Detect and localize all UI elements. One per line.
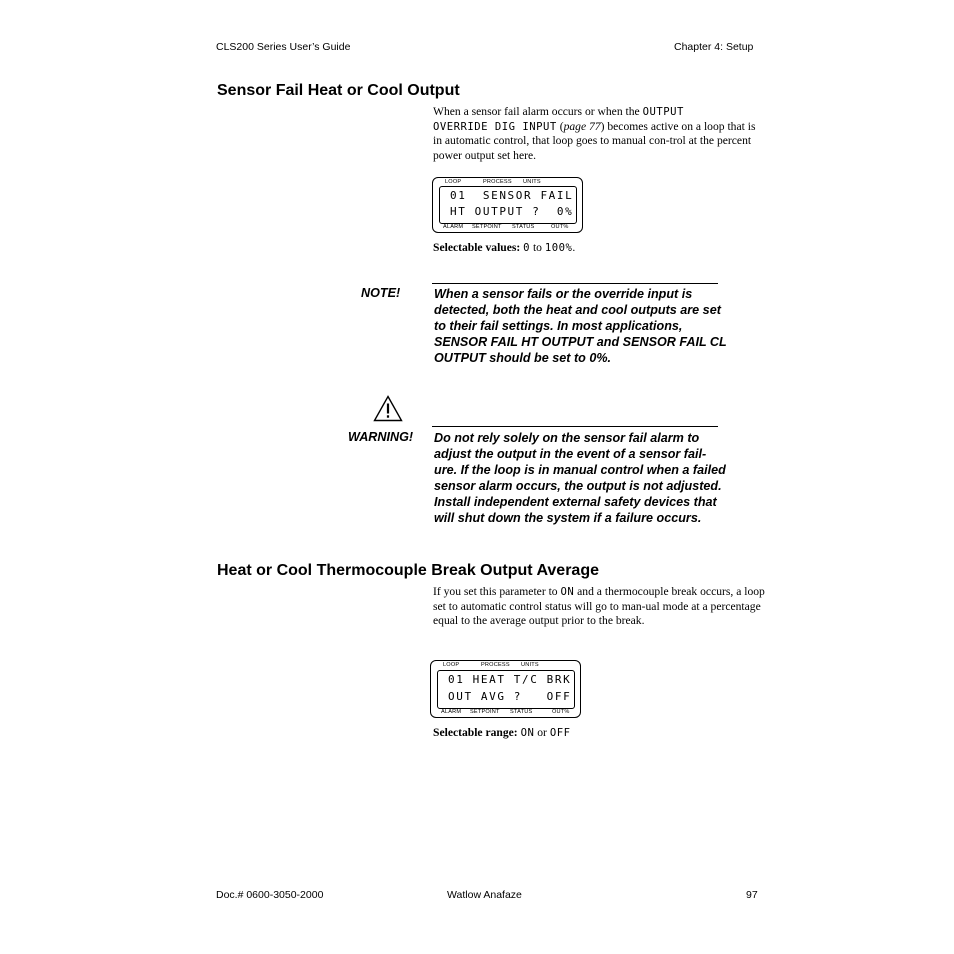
lcd-label-status: STATUS (512, 224, 535, 230)
footer-doc-number: Doc.# 0600-3050-2000 (216, 889, 324, 901)
running-header-title: CLS200 Series User’s Guide (216, 41, 351, 53)
lcd-label-alarm: ALARM (443, 224, 464, 230)
lcd-label-status: STATUS (510, 709, 533, 715)
lcd-label-loop: LOOP (445, 179, 462, 185)
paragraph-sensor-fail (433, 105, 765, 163)
value-connector: or (534, 726, 550, 739)
paragraph-tc-break (433, 585, 765, 629)
para-text: and a thermocouple break occurs, a loop set to automatic control status will go to man-ual mode at a percentage equal to the average output prior to the break. (433, 585, 765, 628)
param-code: OUTPUT (642, 106, 684, 118)
lcd-label-setpoint: SETPOINT (470, 709, 500, 715)
selectable-label: Selectable range: (433, 726, 518, 739)
value-off: OFF (549, 727, 571, 739)
value-on: ON (520, 727, 535, 739)
param-code: ON (560, 586, 575, 598)
footer-company: Watlow Anafaze (447, 889, 522, 901)
lcd-label-units: UNITS (523, 179, 541, 185)
lcd-line-1: 01 HEAT T/C BRK (448, 673, 572, 686)
para-text: If you set this parameter to (433, 585, 561, 598)
lcd-line-2: HT OUTPUT ? 0% (450, 205, 574, 218)
lcd-label-process: PROCESS (481, 662, 510, 668)
selectable-values-line (433, 241, 575, 254)
note-label: NOTE! (361, 286, 401, 300)
note-text: When a sensor fails or the override input is detected, both the heat and cool outputs are set to their fail settings. In most applications, SENSOR FAIL HT OUTPUT and SENSOR FAIL CL OUTPUT should be set to 0%. (434, 287, 727, 365)
lcd-label-setpoint: SETPOINT (472, 224, 502, 230)
running-header-chapter: Chapter 4: Setup (674, 41, 754, 53)
lcd-label-process: PROCESS (483, 179, 512, 185)
para-text: ) becomes active on a loop that is in automatic control, that loop goes to manual con-trol at the percent power output set here. (433, 119, 756, 162)
note-rule (432, 283, 718, 284)
para-text: When a sensor fail alarm occurs or when the (433, 105, 643, 118)
page-number: 97 (746, 889, 758, 901)
lcd-line-1: 01 SENSOR FAIL (450, 189, 574, 202)
value-min: 0 (523, 242, 531, 254)
lcd-label-out: OUT% (551, 224, 569, 230)
lcd-label-alarm: ALARM (441, 709, 462, 715)
warning-triangle-icon (373, 395, 403, 422)
value-max: 100% (544, 242, 573, 254)
warning-label: WARNING! (348, 430, 414, 444)
lcd-display-sensor-fail (432, 177, 583, 233)
selectable-range-line (433, 726, 570, 739)
lcd-label-units: UNITS (521, 662, 539, 668)
param-code: OVERRIDE DIG INPUT (433, 120, 557, 133)
value-end: . (572, 241, 576, 254)
value-connector: to (530, 241, 545, 254)
para-text: ( (556, 119, 564, 133)
lcd-line-2: OUT AVG ? OFF (448, 690, 572, 703)
lcd-label-loop: LOOP (443, 662, 460, 668)
warning-rule (432, 426, 718, 427)
lcd-label-out: OUT% (552, 709, 570, 715)
page-reference: page 77 (563, 119, 601, 133)
lcd-screen (437, 670, 575, 709)
lcd-screen (439, 186, 577, 224)
warning-text: Do not rely solely on the sensor fail alarm to adjust the output in the event of a sensor fail-ure. If the loop is in manual control when a failed sensor alarm occurs, the output is not adjusted. Install independent external safety devices that will shut down the system if a failure occurs. (434, 431, 726, 525)
selectable-label: Selectable values: (433, 241, 521, 254)
lcd-display-tc-break (430, 660, 581, 718)
section-heading-tc-break: Heat or Cool Thermocouple Break Output Average (217, 562, 599, 579)
section-heading-sensor-fail: Sensor Fail Heat or Cool Output (217, 82, 460, 99)
